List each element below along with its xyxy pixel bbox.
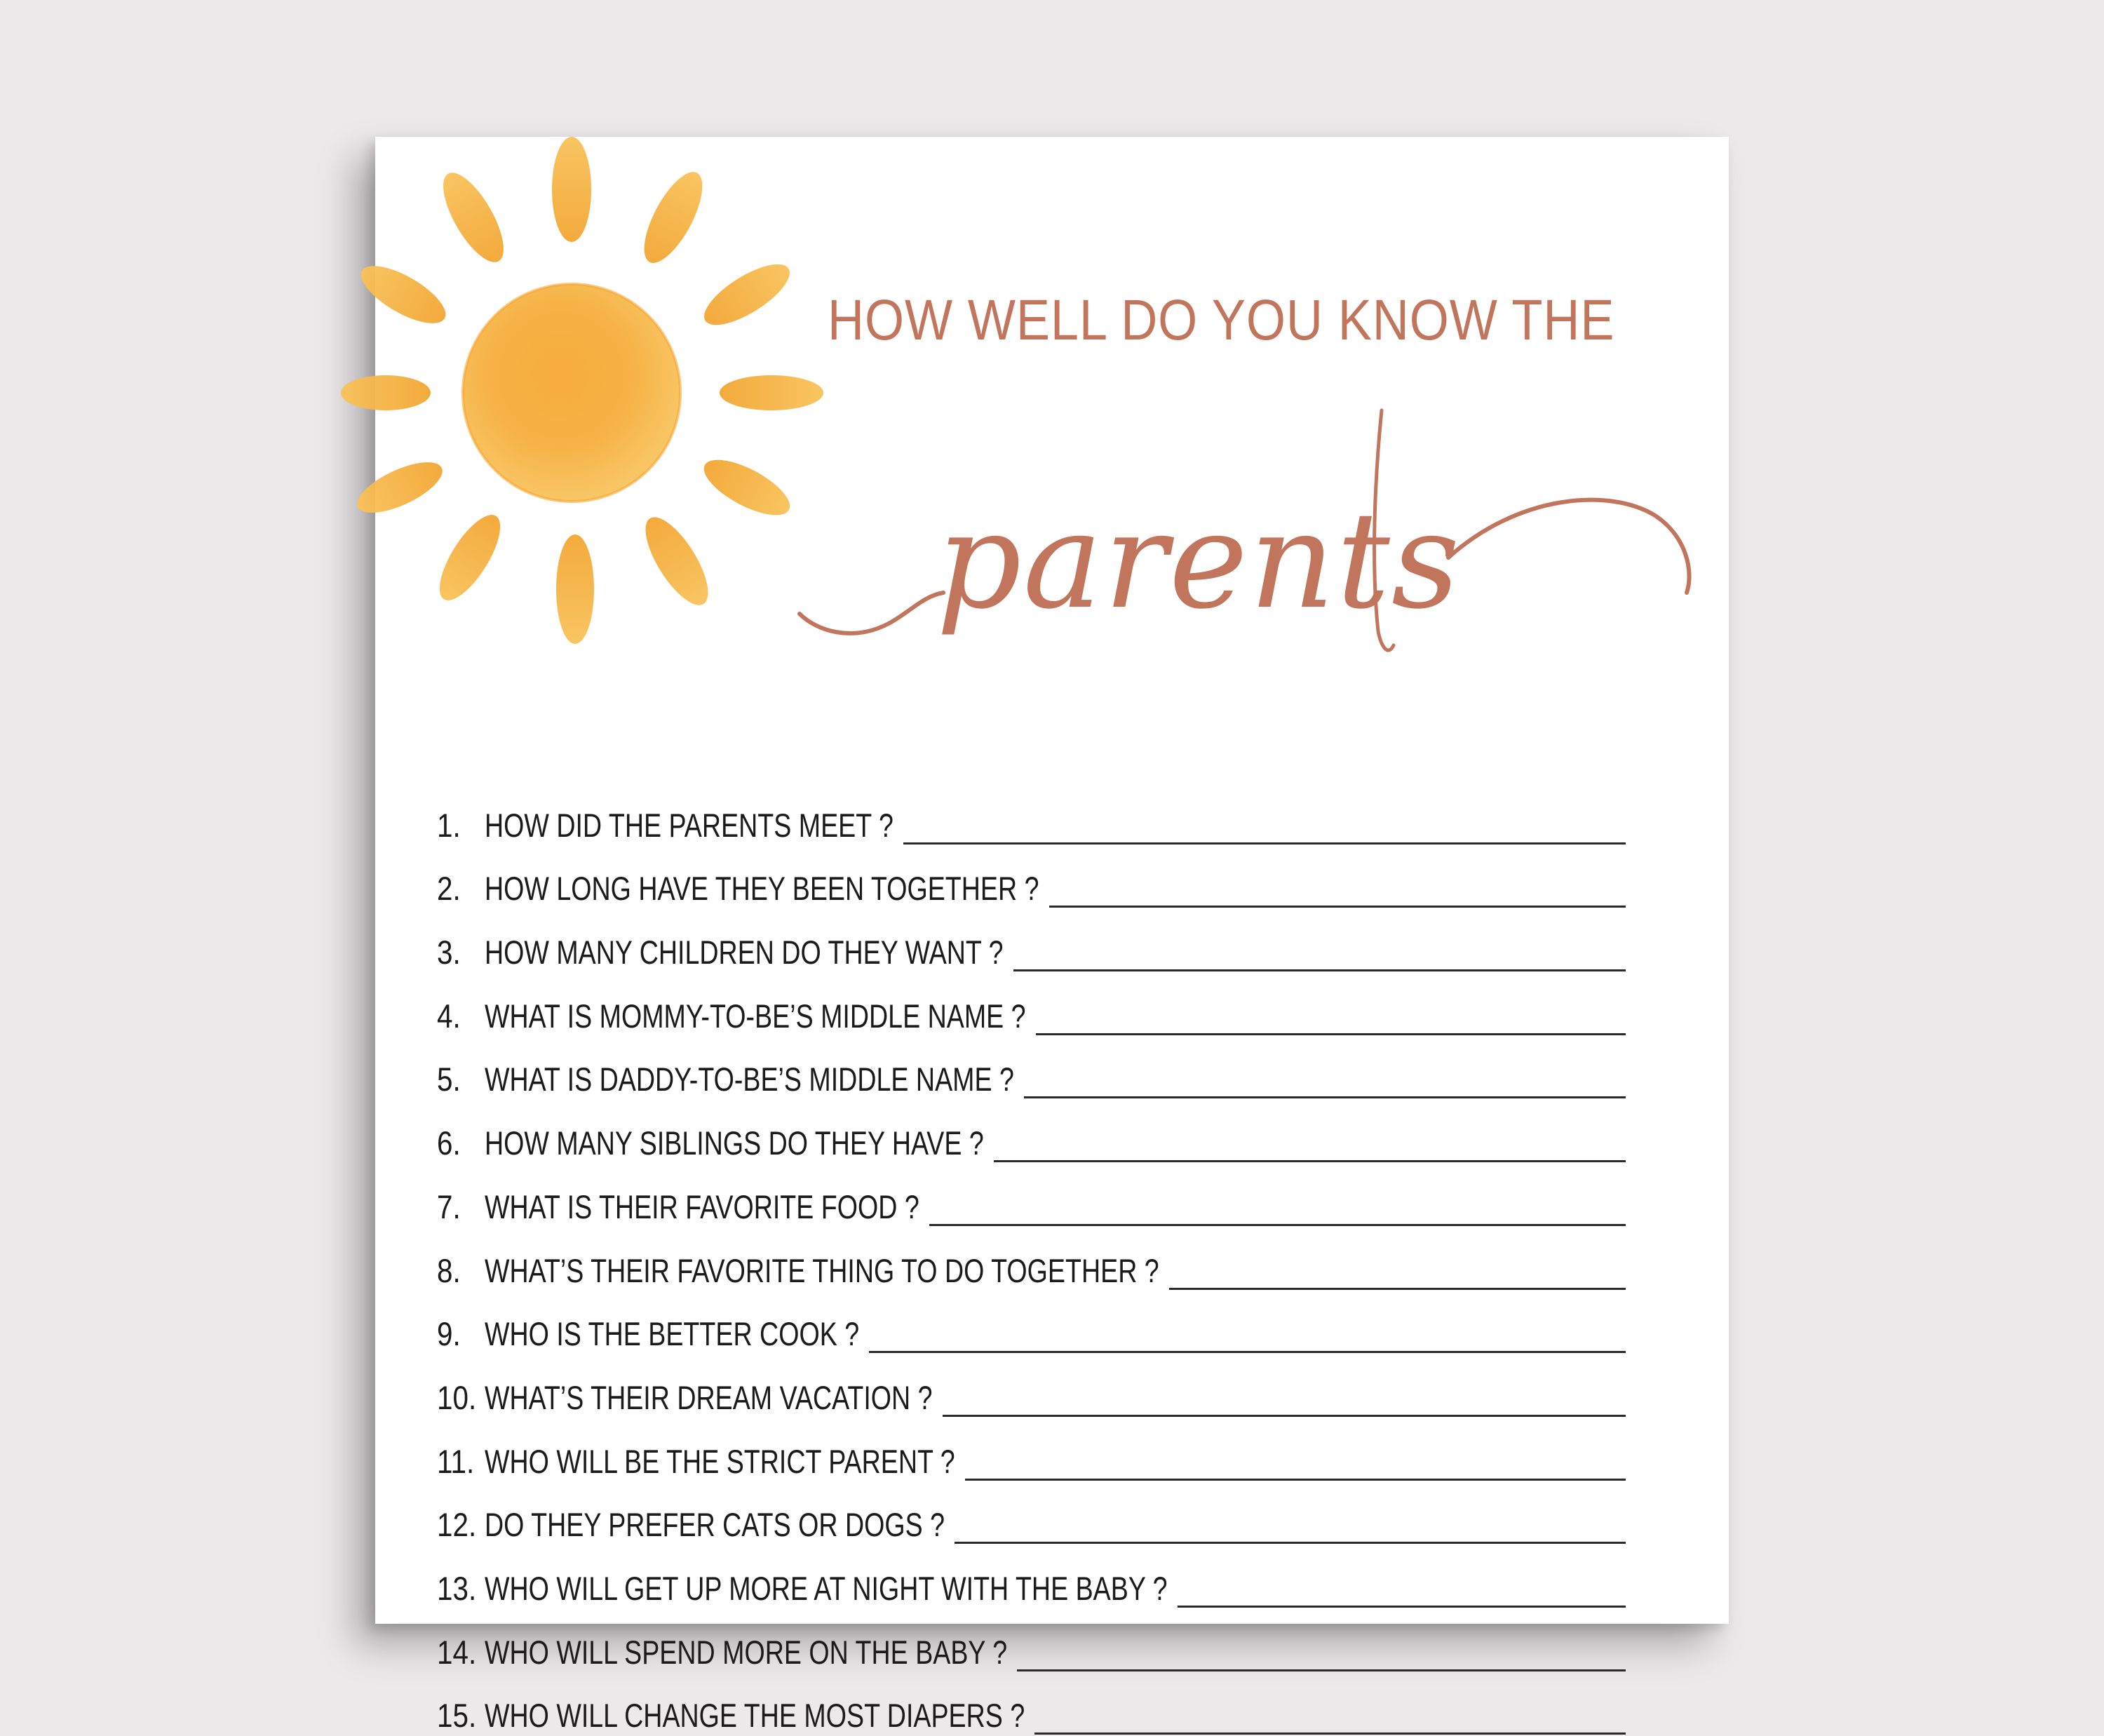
answer-line[interactable] [1036,1033,1626,1035]
question-item [437,1164,1626,1227]
question-number: 3. [437,934,461,971]
question-number: 13. [437,1569,477,1607]
watercolor-sun-icon [333,123,866,642]
question-text: WHAT IS THEIR FAVORITE FOOD ? [485,1187,919,1225]
answer-line[interactable] [1169,1288,1626,1290]
sun-ray [556,534,594,644]
question-text: HOW DID THE PARENTS MEET ? [485,806,893,844]
sun-ray [696,253,798,336]
question-item [437,1037,1626,1101]
question-item [437,782,1626,846]
answer-line[interactable] [955,1542,1626,1544]
question-number: 9. [437,1315,461,1353]
sun-ray [341,375,431,410]
question-item [437,909,1626,973]
page-title: HOW WELL DO YOU KNOW THE [828,288,1615,352]
question-text: HOW MANY CHILDREN DO THEY WANT ? [485,934,1004,971]
question-number: 5. [437,1061,461,1098]
sun-ray [353,255,454,334]
answer-line[interactable] [1178,1606,1626,1608]
question-text: WHAT IS DADDY-TO-BE’S MIDDLE NAME ? [485,1061,1014,1098]
question-text: WHO WILL BE THE STRICT PARENT ? [485,1442,955,1480]
sun-ray [634,509,720,614]
question-text: HOW LONG HAVE THEY BEEN TOGETHER ? [485,870,1039,908]
question-number: 1. [437,806,461,844]
question-number: 4. [437,997,461,1035]
question-item [437,1227,1626,1291]
question-text: HOW MANY SIBLINGS DO THEY HAVE ? [485,1124,984,1162]
sun-ray [351,452,450,523]
answer-line[interactable] [1024,1096,1626,1098]
sun-ray [432,164,515,271]
question-text: WHO WILL CHANGE THE MOST DIAPERS ? [485,1697,1025,1735]
question-number: 15. [437,1697,477,1735]
question-item [437,1609,1626,1673]
script-title [789,354,1722,747]
sun-ray [429,506,511,609]
question-number: 11. [437,1442,475,1480]
script-swash [1448,500,1690,593]
question-text: WHAT IS MOMMY-TO-BE’S MIDDLE NAME ? [485,997,1026,1035]
question-list [437,782,1626,1736]
answer-line[interactable] [1034,1732,1626,1735]
question-item [437,1545,1626,1609]
question-text: WHAT’S THEIR FAVORITE THING TO DO TOGETHER ? [485,1251,1159,1289]
question-item [437,1354,1626,1418]
sun-ray [696,449,797,526]
answer-line[interactable] [943,1415,1626,1417]
question-number: 10. [437,1378,477,1416]
question-item [437,1673,1626,1736]
script-word: parents [936,483,1462,638]
question-number: 12. [437,1506,477,1544]
answer-line[interactable] [903,842,1626,845]
question-number: 2. [437,870,461,908]
question-text: DO THEY PREFER CATS OR DOGS ? [485,1506,945,1544]
question-text: WHO WILL SPEND MORE ON THE BABY ? [485,1633,1008,1671]
question-number: 7. [437,1187,461,1225]
question-item [437,846,1626,910]
question-item [437,1418,1626,1482]
sun-ray [633,164,713,271]
question-text: WHO WILL GET UP MORE AT NIGHT WITH THE BABY ? [485,1569,1168,1607]
question-text: WHO IS THE BETTER COOK ? [485,1315,860,1353]
question-text: WHAT’S THEIR DREAM VACATION ? [485,1378,933,1416]
answer-line[interactable] [869,1351,1626,1353]
answer-line[interactable] [1049,906,1626,908]
answer-line[interactable] [1013,969,1626,971]
answer-line[interactable] [994,1160,1626,1162]
question-item [437,1482,1626,1546]
question-number: 14. [437,1633,477,1671]
sun-ray [552,137,591,242]
answer-line[interactable] [1017,1669,1626,1671]
script-swash [800,593,943,633]
answer-line[interactable] [929,1224,1626,1226]
answer-line[interactable] [965,1479,1626,1481]
question-item [437,973,1626,1037]
question-item [437,1100,1626,1164]
question-number: 8. [437,1251,461,1289]
question-item [437,1291,1626,1355]
question-number: 6. [437,1124,461,1162]
game-sheet [375,137,1729,1735]
